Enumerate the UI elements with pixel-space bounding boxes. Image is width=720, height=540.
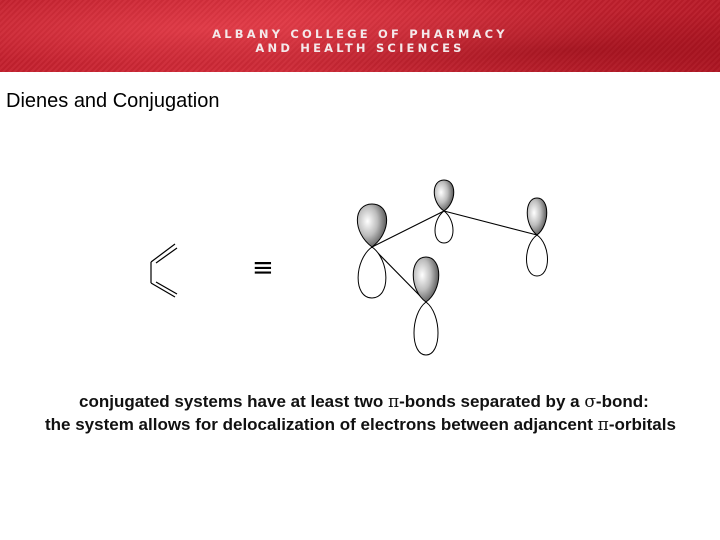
greek-symbol: π	[387, 392, 400, 412]
caption-text: -bonds separated by a	[399, 392, 585, 411]
butadiene-structure	[151, 244, 177, 297]
caption-line-2	[45, 415, 720, 435]
conjugation-diagram	[0, 170, 720, 370]
institution-name-line2: AND HEALTH SCIENCES	[255, 41, 465, 55]
caption-text: the system allows for delocalization of electrons between adjancent	[45, 415, 598, 434]
header-banner	[0, 0, 720, 72]
slide-title: Dienes and Conjugation	[6, 90, 220, 112]
p-orbital-1	[357, 204, 386, 298]
p-orbital-3	[527, 198, 548, 276]
greek-symbol: π	[597, 415, 609, 435]
caption-text: -bond:	[595, 392, 649, 411]
p-orbital-4	[413, 257, 439, 355]
caption-text: -orbitals	[608, 415, 676, 434]
sigma-bond-lines	[372, 211, 537, 302]
p-orbital-2	[434, 180, 454, 243]
institution-name-line1: ALBANY COLLEGE OF PHARMACY	[212, 27, 508, 41]
caption-text: conjugated systems have at least two	[79, 392, 388, 411]
equivalence-symbol: ≡	[252, 253, 274, 283]
greek-symbol: σ	[584, 392, 596, 412]
caption-line-1	[79, 392, 720, 412]
